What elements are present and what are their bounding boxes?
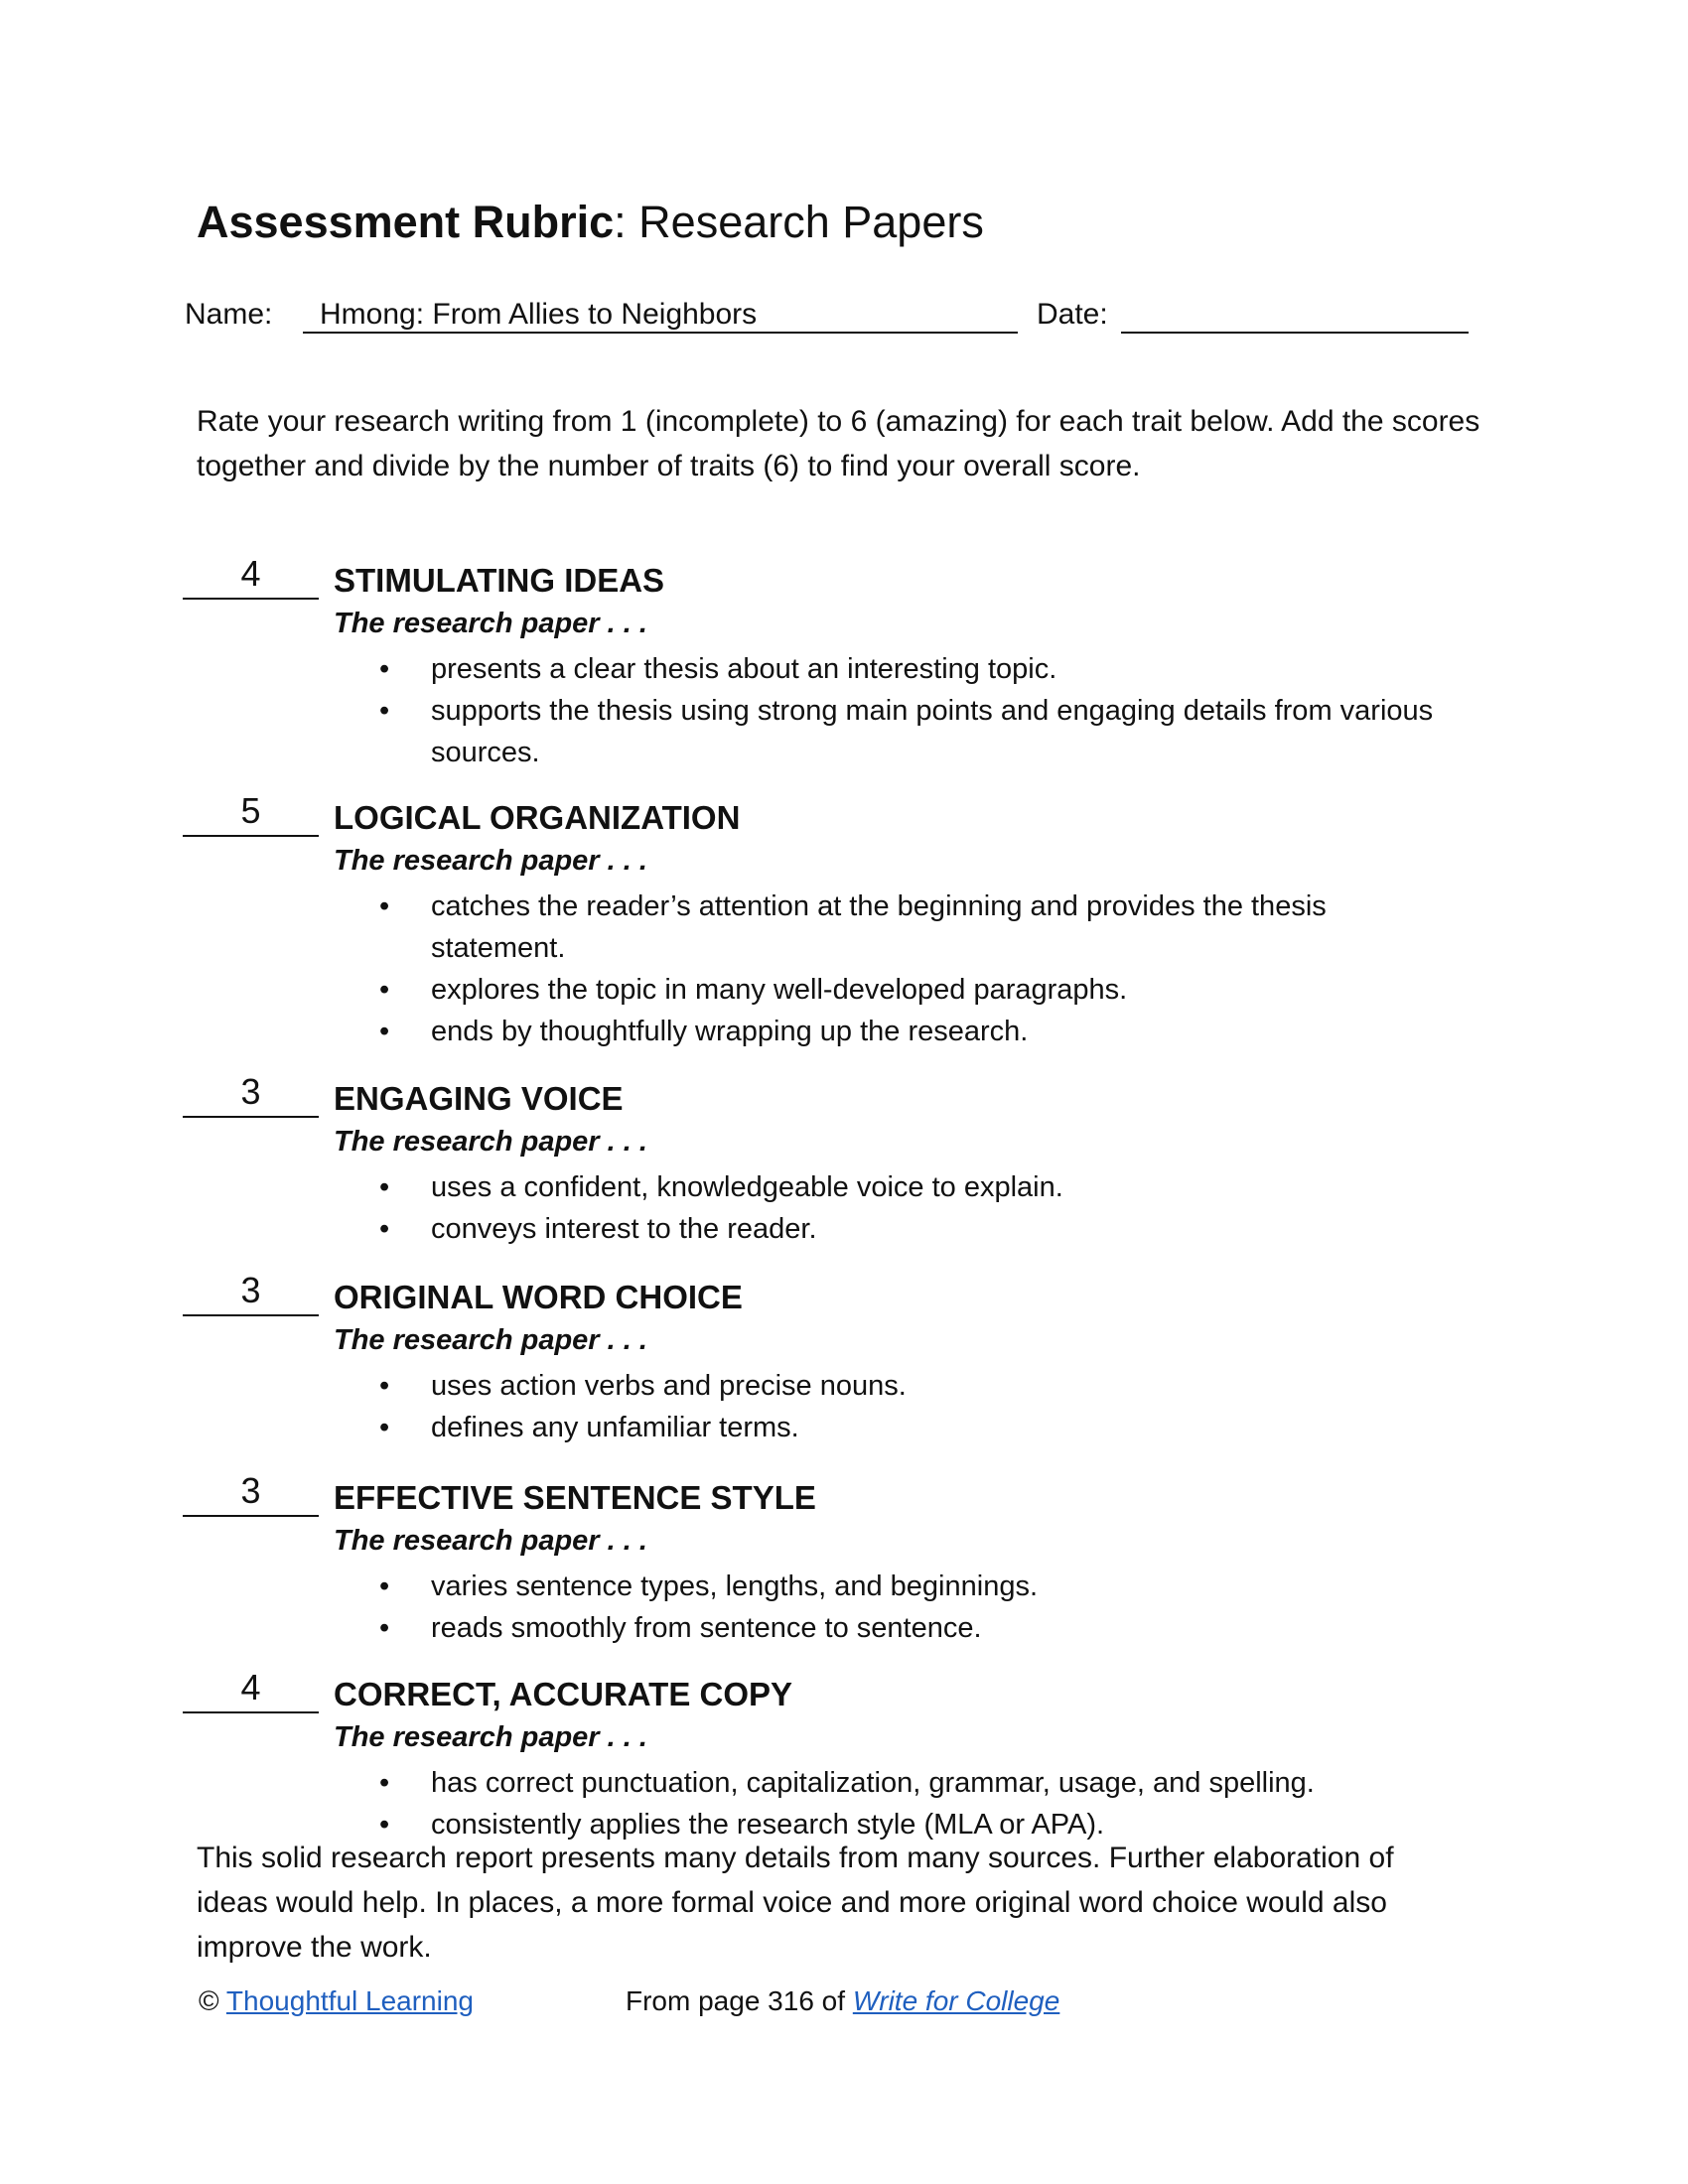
trait-bullets (379, 886, 1452, 1052)
source-note (626, 1985, 1059, 2017)
bullet-glyph: • (379, 1570, 390, 1602)
trait-heading: ORIGINAL WORD CHOICE (334, 1279, 743, 1315)
trait-heading: CORRECT, ACCURATE COPY (334, 1676, 793, 1712)
bullet-item (379, 969, 1452, 1011)
bullet-glyph: • (379, 890, 390, 922)
trait-lead: The research paper . . . (334, 608, 647, 639)
score-field[interactable]: 5 (183, 791, 319, 837)
bullet-glyph: • (379, 974, 390, 1006)
name-date-row (185, 292, 1476, 338)
bullet-glyph: • (379, 1370, 390, 1402)
name-label: Name: (185, 298, 273, 331)
bullet-item (379, 886, 1452, 969)
bullet-item (379, 1566, 1452, 1607)
bullet-text: catches the reader’s attention at the beginning and provides the thesis statement. (431, 890, 1327, 964)
bullet-text: uses action verbs and precise nouns. (431, 1370, 907, 1402)
bullet-glyph: • (379, 1809, 390, 1841)
title-rest: : Research Papers (614, 197, 984, 247)
bullet-item (379, 1762, 1452, 1804)
bullet-glyph: • (379, 1612, 390, 1644)
trait-lead: The research paper . . . (334, 1525, 647, 1557)
bullet-text: explores the topic in many well-developed paragraphs. (431, 974, 1128, 1006)
page-title (197, 197, 984, 248)
name-field[interactable] (303, 292, 1018, 334)
trait-heading: STIMULATING IDEAS (334, 562, 665, 599)
score-field[interactable]: 4 (183, 554, 319, 600)
score-field[interactable]: 4 (183, 1668, 319, 1713)
date-field[interactable] (1121, 292, 1469, 334)
trait-heading: LOGICAL ORGANIZATION (334, 799, 741, 836)
trait-bullets (379, 1365, 1452, 1448)
score-field[interactable]: 3 (183, 1072, 319, 1118)
bullet-text: ends by thoughtfully wrapping up the research. (431, 1016, 1029, 1047)
bullet-glyph: • (379, 653, 390, 685)
bullet-glyph: • (379, 1016, 390, 1047)
trait-heading: ENGAGING VOICE (334, 1080, 624, 1117)
trait-bullets (379, 1166, 1452, 1250)
bullet-text: presents a clear thesis about an interesting topic. (431, 653, 1057, 685)
score-field[interactable]: 3 (183, 1271, 319, 1316)
book-link[interactable]: Write for College (852, 1985, 1060, 2016)
title-bold: Assessment Rubric (197, 197, 615, 247)
publisher-link[interactable]: Thoughtful Learning (225, 1985, 474, 2016)
bullet-glyph: • (379, 1767, 390, 1799)
bullet-glyph: • (379, 695, 390, 727)
bullet-text: varies sentence types, lengths, and beginnings. (431, 1570, 1039, 1602)
bullet-item (379, 1607, 1452, 1649)
trait-lead: The research paper . . . (334, 845, 647, 877)
bullet-item (379, 648, 1452, 690)
bullet-item (379, 1407, 1452, 1448)
bullet-glyph: • (379, 1171, 390, 1203)
trait-heading: EFFECTIVE SENTENCE STYLE (334, 1479, 816, 1516)
bullet-item (379, 1166, 1452, 1208)
bullet-text: consistently applies the research style (MLA or APA). (431, 1809, 1105, 1841)
trait-bullets (379, 1566, 1452, 1649)
instructions: Rate your research writing from 1 (incomplete) to 6 (amazing) for each trait below. Add the scores together and divide by the number of traits (6) to find your overall score. (197, 405, 1480, 482)
bullet-text: conveys interest to the reader. (431, 1213, 817, 1245)
bullet-item (379, 1011, 1452, 1052)
source-prefix: From page 316 of (626, 1985, 846, 2016)
bullet-item (379, 690, 1452, 773)
trait-bullets (379, 648, 1452, 773)
trait-lead: The research paper . . . (334, 1721, 647, 1753)
copyright-symbol: © (199, 1985, 219, 2016)
trait-bullets (379, 1762, 1452, 1845)
trait-lead: The research paper . . . (334, 1126, 647, 1158)
bullet-glyph: • (379, 1213, 390, 1245)
bullet-text: uses a confident, knowledgeable voice to explain. (431, 1171, 1063, 1203)
bullet-item (379, 1208, 1452, 1250)
evaluator-comment: This solid research report presents many details from many sources. Further elaboration of ideas would help. In places, a more formal voice and more original word choice would also improve the work. (197, 1842, 1394, 1964)
bullet-text: defines any unfamiliar terms. (431, 1412, 799, 1443)
date-label: Date: (1037, 298, 1108, 331)
bullet-item (379, 1365, 1452, 1407)
bullet-glyph: • (379, 1412, 390, 1443)
bullet-text: supports the thesis using strong main points and engaging details from various sources. (431, 695, 1434, 768)
bullet-text: has correct punctuation, capitalization, grammar, usage, and spelling. (431, 1767, 1315, 1799)
copyright (199, 1985, 474, 2017)
trait-lead: The research paper . . . (334, 1324, 647, 1356)
score-field[interactable]: 3 (183, 1471, 319, 1517)
name-value: Hmong: From Allies to Neighbors (320, 298, 758, 331)
bullet-text: reads smoothly from sentence to sentence. (431, 1612, 982, 1644)
